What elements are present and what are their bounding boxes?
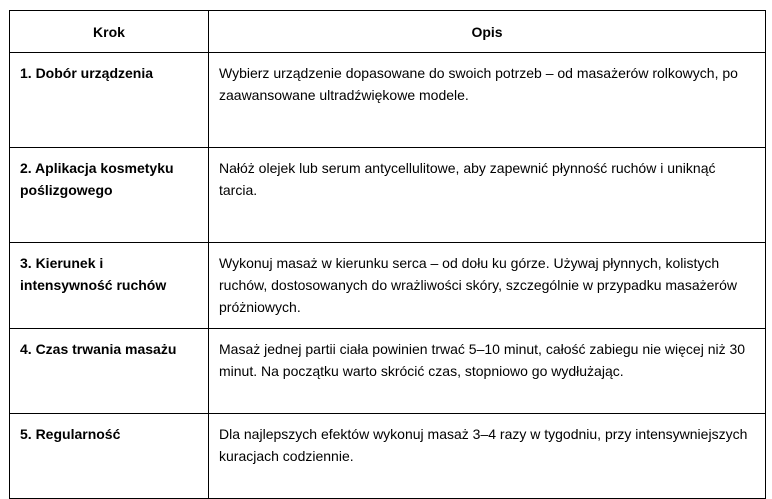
table-row bbox=[10, 53, 766, 148]
table-row bbox=[10, 243, 766, 329]
step-cell: 3. Kierunek i intensywność ruchów bbox=[10, 243, 209, 329]
description-cell: Wybierz urządzenie dopasowane do swoich potrzeb – od masażerów rolkowych, po zaawansowane ultradźwiękowe modele. bbox=[209, 53, 766, 148]
column-header-step: Krok bbox=[10, 11, 209, 53]
step-cell: 5. Regularność bbox=[10, 414, 209, 499]
description-cell: Wykonuj masaż w kierunku serca – od dołu ku górze. Używaj płynnych, kolistych ruchów, dostosowanych do wrażliwości skóry, szczególnie w przypadku masażerów próżniowych. bbox=[209, 243, 766, 329]
table-row bbox=[10, 414, 766, 499]
description-cell: Masaż jednej partii ciała powinien trwać 5–10 minut, całość zabiegu nie więcej niż 30 minut. Na początku warto skrócić czas, stopniowo go wydłużając. bbox=[209, 329, 766, 414]
steps-table-container bbox=[9, 10, 766, 499]
steps-table bbox=[9, 10, 766, 499]
column-header-description: Opis bbox=[209, 11, 766, 53]
table-row bbox=[10, 148, 766, 243]
step-cell: 2. Aplikacja kosmetyku poślizgowego bbox=[10, 148, 209, 243]
description-cell: Nałóż olejek lub serum antycellulitowe, aby zapewnić płynność ruchów i uniknąć tarcia. bbox=[209, 148, 766, 243]
table-row bbox=[10, 329, 766, 414]
description-cell: Dla najlepszych efektów wykonuj masaż 3–4 razy w tygodniu, przy intensywniejszych kuracjach codziennie. bbox=[209, 414, 766, 499]
step-cell: 4. Czas trwania masażu bbox=[10, 329, 209, 414]
step-cell: 1. Dobór urządzenia bbox=[10, 53, 209, 148]
table-header-row bbox=[10, 11, 766, 53]
